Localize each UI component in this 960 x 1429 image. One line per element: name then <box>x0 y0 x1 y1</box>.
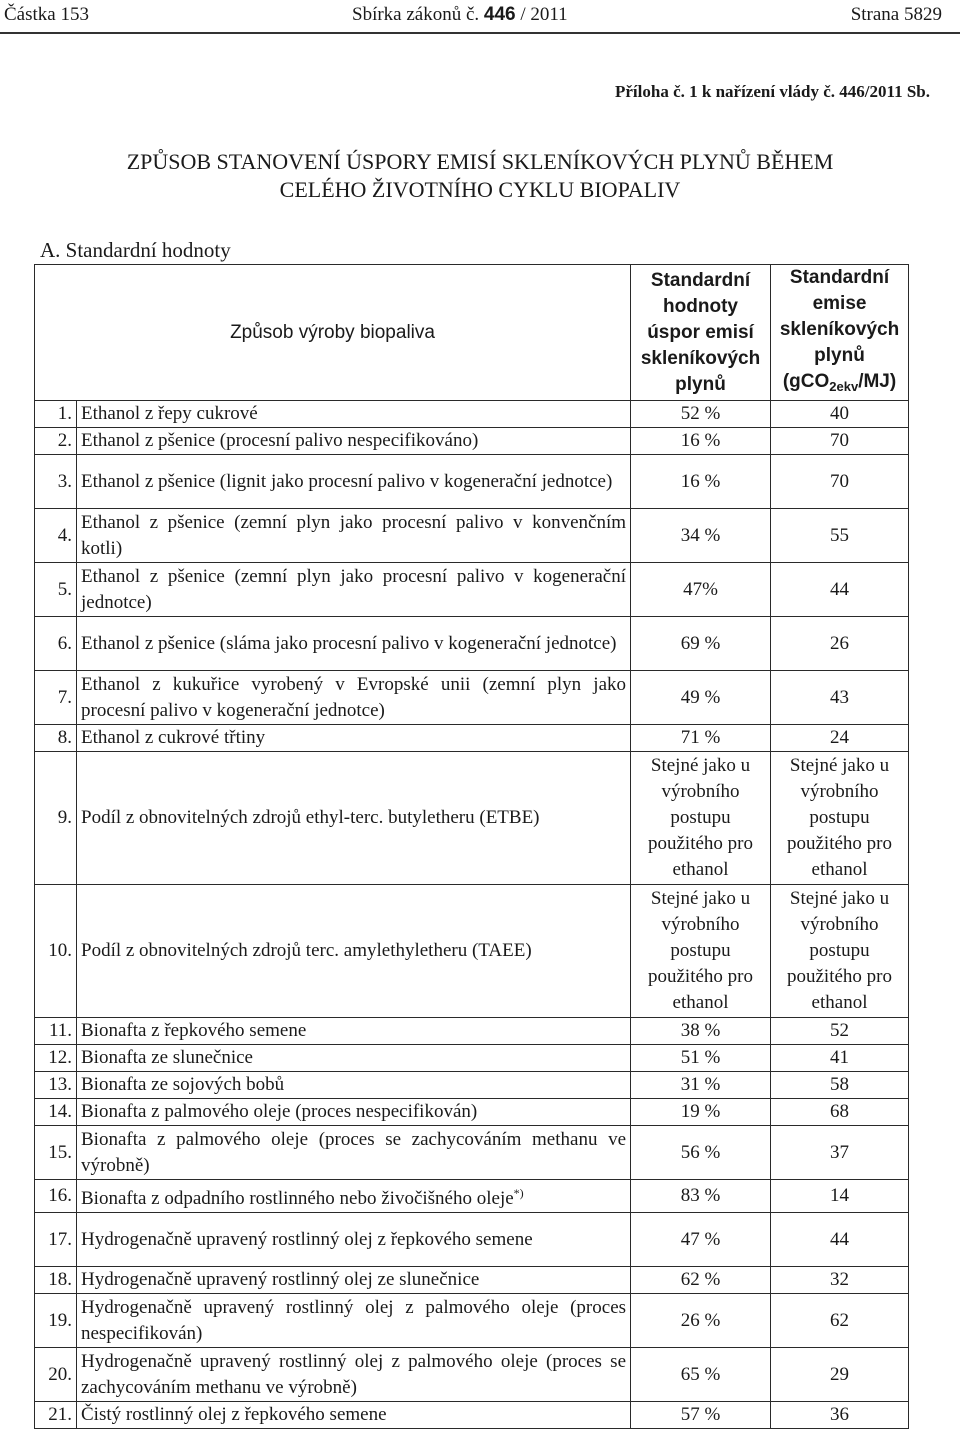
row-description: Čistý rostlinný olej z řepkového semene <box>77 1402 631 1429</box>
column-header-method: Způsob výroby biopaliva <box>35 265 631 401</box>
row-number: 6. <box>35 617 77 671</box>
row-number: 1. <box>35 401 77 428</box>
document-title <box>0 148 960 204</box>
footnote-mark: *) <box>513 1186 524 1200</box>
row-description: Ethanol z cukrové třtiny <box>77 725 631 752</box>
row-emissions: 32 <box>771 1267 909 1294</box>
row-emissions: 14 <box>771 1180 909 1213</box>
row-description <box>77 1180 631 1213</box>
row-number: 8. <box>35 725 77 752</box>
row-description: Bionafta z řepkového semene <box>77 1018 631 1045</box>
row-savings: Stejné jako u výrobního postupu použitého pro ethanol <box>631 752 771 885</box>
row-savings: 38 % <box>631 1018 771 1045</box>
row-number: 20. <box>35 1348 77 1402</box>
title-line-2: CELÉHO ŽIVOTNÍHO CYKLU BIOPALIV <box>279 177 681 202</box>
row-description: Ethanol z pšenice (zemní plyn jako procesní palivo v konvenčním kotli) <box>77 509 631 563</box>
page-header <box>0 0 960 34</box>
row-number: 5. <box>35 563 77 617</box>
row-description: Hydrogenačně upravený rostlinný olej z palmového oleje (proces se zachycováním methanu ve výrobně) <box>77 1348 631 1402</box>
row-number: 21. <box>35 1402 77 1429</box>
row-number: 9. <box>35 752 77 885</box>
row-number: 19. <box>35 1294 77 1348</box>
row-description: Bionafta ze slunečnice <box>77 1045 631 1072</box>
unit-subscript: 2ekv <box>829 379 859 394</box>
row-number: 3. <box>35 455 77 509</box>
row-emissions: 40 <box>771 401 909 428</box>
unit-suffix: /MJ) <box>858 371 897 392</box>
row-savings: 62 % <box>631 1267 771 1294</box>
table-header-row <box>35 265 909 401</box>
row-description: Ethanol z pšenice (lignit jako procesní palivo v kogenerační jednotce) <box>77 455 631 509</box>
emissions-header-text: Standardní emise skleníkových plynů <box>779 267 900 366</box>
row-description-text: Bionafta z odpadního rostlinného nebo živočišného oleje <box>81 1188 514 1209</box>
row-savings: 57 % <box>631 1402 771 1429</box>
row-emissions: 29 <box>771 1348 909 1402</box>
row-savings: 52 % <box>631 401 771 428</box>
row-emissions: 62 <box>771 1294 909 1348</box>
row-savings: 71 % <box>631 725 771 752</box>
row-emissions: 52 <box>771 1018 909 1045</box>
unit-prefix: (gCO <box>782 371 830 392</box>
row-description: Bionafta z palmového oleje (proces se zachycováním methanu ve výrobně) <box>77 1126 631 1180</box>
table-row <box>35 1348 909 1402</box>
row-number: 10. <box>35 885 77 1018</box>
row-description: Ethanol z kukuřice vyrobený v Evropské unii (zemní plyn jako procesní palivo v kogenerační jednotce) <box>77 671 631 725</box>
collection-prefix: Sbírka zákonů č. <box>352 4 480 25</box>
row-description: Hydrogenačně upravený rostlinný olej z palmového oleje (proces nespecifikován) <box>77 1294 631 1348</box>
table-row <box>35 1072 909 1099</box>
table-row <box>35 725 909 752</box>
table-row <box>35 509 909 563</box>
row-description: Hydrogenačně upravený rostlinný olej ze slunečnice <box>77 1267 631 1294</box>
table-row <box>35 1126 909 1180</box>
table-row <box>35 752 909 885</box>
table-row <box>35 1294 909 1348</box>
row-emissions: 55 <box>771 509 909 563</box>
table-row <box>35 1099 909 1126</box>
row-emissions: 36 <box>771 1402 909 1429</box>
row-number: 7. <box>35 671 77 725</box>
collection-number: 446 <box>483 4 516 25</box>
attachment-label: Příloha č. 1 k nařízení vlády č. 446/2011 Sb. <box>615 82 930 101</box>
row-savings: 49 % <box>631 671 771 725</box>
table-body <box>35 401 909 1429</box>
row-savings: 47 % <box>631 1213 771 1267</box>
row-emissions: 43 <box>771 671 909 725</box>
emissions-unit <box>783 371 896 392</box>
table-row <box>35 455 909 509</box>
table-row <box>35 1180 909 1213</box>
table-row <box>35 401 909 428</box>
column-header-emissions <box>771 265 909 401</box>
column-header-savings: Standardní hodnoty úspor emisí skleníkových plynů <box>631 265 771 401</box>
row-savings: Stejné jako u výrobního postupu použitého pro ethanol <box>631 885 771 1018</box>
row-number: 16. <box>35 1180 77 1213</box>
row-description: Ethanol z pšenice (procesní palivo nespecifikováno) <box>77 428 631 455</box>
issue-label: Částka 153 <box>4 4 89 25</box>
row-savings: 19 % <box>631 1099 771 1126</box>
row-emissions: 70 <box>771 428 909 455</box>
row-emissions: Stejné jako u výrobního postupu použitého pro ethanol <box>771 885 909 1018</box>
row-description: Hydrogenačně upravený rostlinný olej z řepkového semene <box>77 1213 631 1267</box>
table-row <box>35 671 909 725</box>
row-emissions: 24 <box>771 725 909 752</box>
row-number: 4. <box>35 509 77 563</box>
row-description: Ethanol z řepy cukrové <box>77 401 631 428</box>
default-values-table <box>34 264 909 1429</box>
row-savings: 69 % <box>631 617 771 671</box>
row-emissions: 44 <box>771 1213 909 1267</box>
table-row <box>35 428 909 455</box>
table-row <box>35 1045 909 1072</box>
row-emissions: 70 <box>771 455 909 509</box>
row-emissions: 26 <box>771 617 909 671</box>
table-row <box>35 1213 909 1267</box>
page-number: Strana 5829 <box>850 4 942 25</box>
row-savings: 65 % <box>631 1348 771 1402</box>
title-line-1: ZPŮSOB STANOVENÍ ÚSPORY EMISÍ SKLENÍKOVÝCH PLYNŮ BĚHEM <box>126 149 834 174</box>
row-number: 11. <box>35 1018 77 1045</box>
row-description: Ethanol z pšenice (sláma jako procesní palivo v kogenerační jednotce) <box>77 617 631 671</box>
table-row <box>35 617 909 671</box>
row-savings: 16 % <box>631 455 771 509</box>
row-emissions: Stejné jako u výrobního postupu použitého pro ethanol <box>771 752 909 885</box>
row-description: Podíl z obnovitelných zdrojů terc. amylethyletheru (TAEE) <box>77 885 631 1018</box>
table-row <box>35 563 909 617</box>
row-savings: 56 % <box>631 1126 771 1180</box>
section-heading: A. Standardní hodnoty <box>40 238 231 262</box>
row-emissions: 68 <box>771 1099 909 1126</box>
row-number: 13. <box>35 1072 77 1099</box>
row-savings: 16 % <box>631 428 771 455</box>
row-savings: 47% <box>631 563 771 617</box>
table-row <box>35 1018 909 1045</box>
row-savings: 31 % <box>631 1072 771 1099</box>
row-savings: 51 % <box>631 1045 771 1072</box>
row-number: 18. <box>35 1267 77 1294</box>
row-savings: 34 % <box>631 509 771 563</box>
table-row <box>35 1267 909 1294</box>
row-savings: 83 % <box>631 1180 771 1213</box>
row-emissions: 58 <box>771 1072 909 1099</box>
table-row <box>35 885 909 1018</box>
row-number: 12. <box>35 1045 77 1072</box>
collection-year: / 2011 <box>520 4 568 25</box>
row-number: 17. <box>35 1213 77 1267</box>
row-description: Ethanol z pšenice (zemní plyn jako procesní palivo v kogenerační jednotce) <box>77 563 631 617</box>
row-savings: 26 % <box>631 1294 771 1348</box>
row-emissions: 41 <box>771 1045 909 1072</box>
row-description: Bionafta ze sojových bobů <box>77 1072 631 1099</box>
row-emissions: 37 <box>771 1126 909 1180</box>
row-emissions: 44 <box>771 563 909 617</box>
row-description: Bionafta z palmového oleje (proces nespecifikován) <box>77 1099 631 1126</box>
table-row <box>35 1402 909 1429</box>
row-description: Podíl z obnovitelných zdrojů ethyl-terc. butyletheru (ETBE) <box>77 752 631 885</box>
row-number: 15. <box>35 1126 77 1180</box>
row-number: 2. <box>35 428 77 455</box>
collection-label <box>352 4 568 26</box>
row-number: 14. <box>35 1099 77 1126</box>
